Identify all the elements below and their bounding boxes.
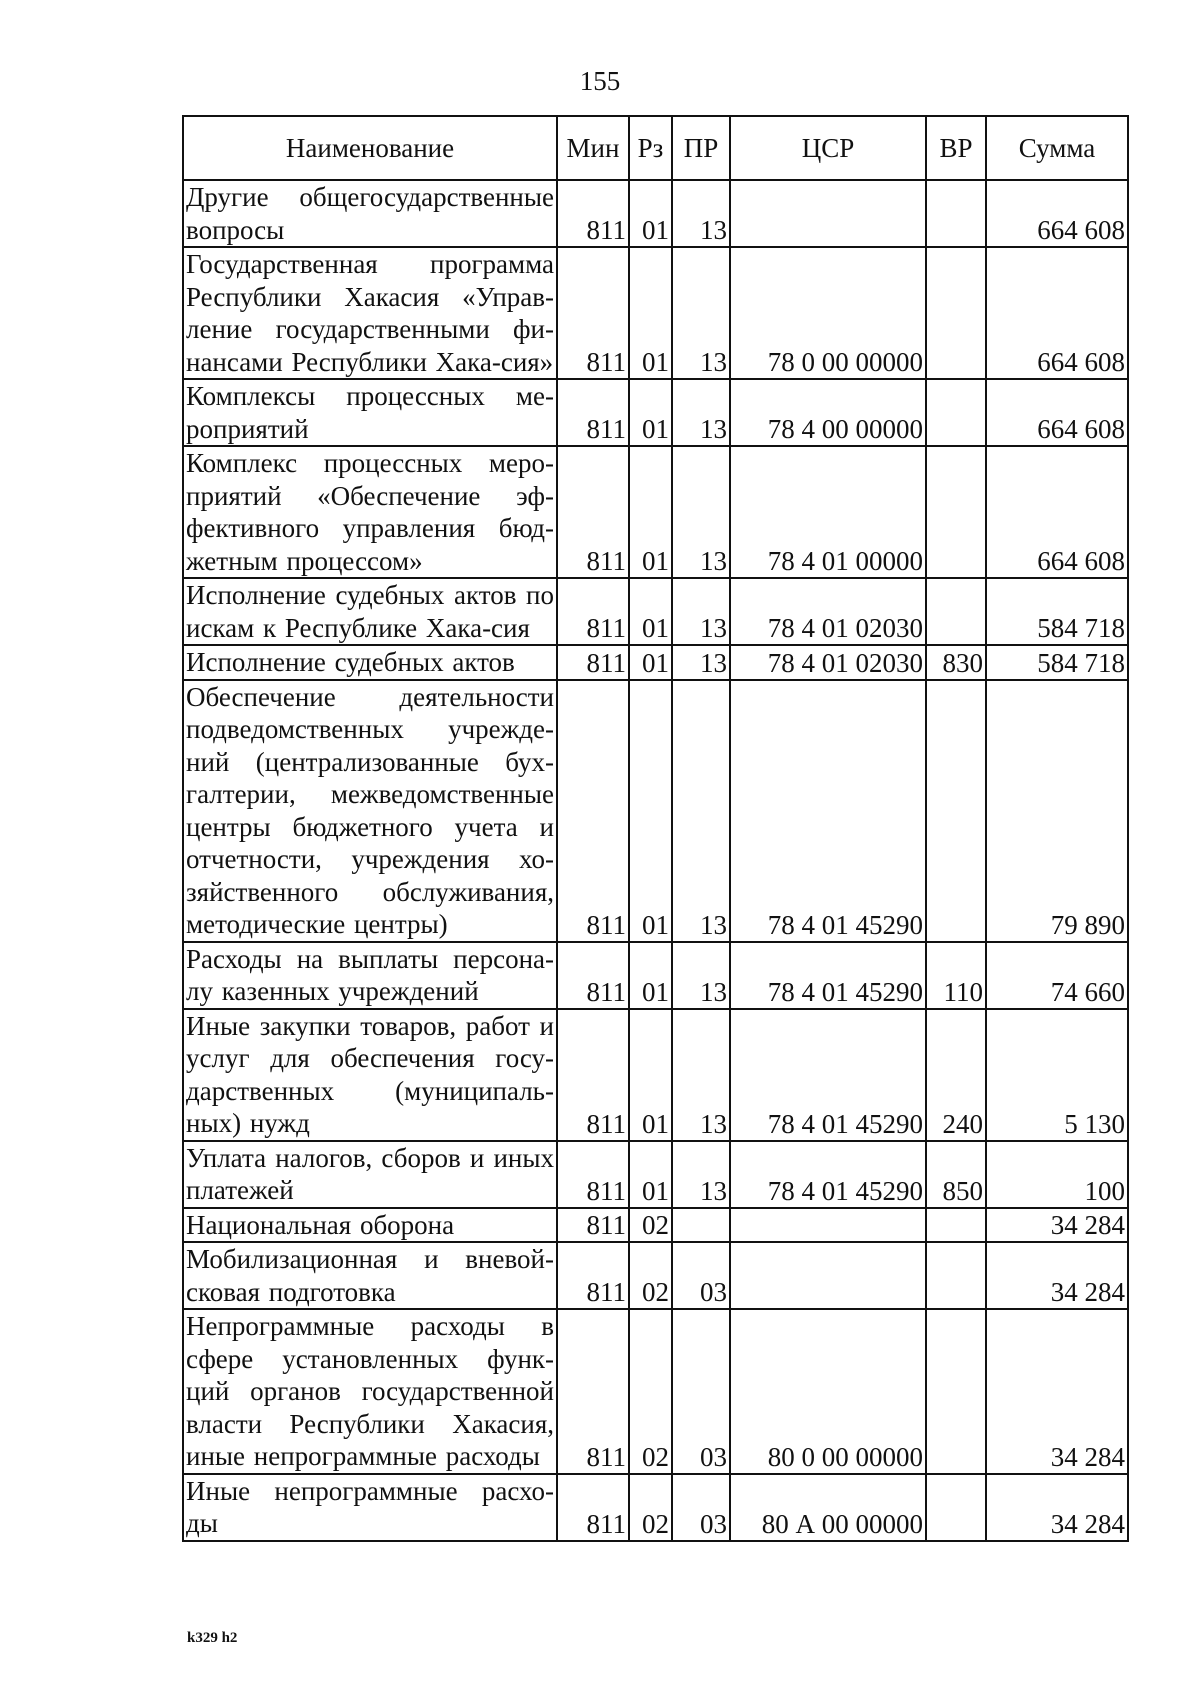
table-row bbox=[183, 446, 1128, 578]
cell-pr: 03 bbox=[672, 1474, 730, 1541]
cell-sum: 664 608 bbox=[986, 379, 1128, 446]
cell-sum: 584 718 bbox=[986, 645, 1128, 680]
cell-csr: 80 0 00 00000 bbox=[730, 1309, 926, 1474]
cell-pr: 13 bbox=[672, 180, 730, 247]
page-number: 155 bbox=[579, 66, 621, 96]
cell-csr: 78 4 01 45290 bbox=[730, 942, 926, 1009]
cell-name: Комплексы процессных ме-роприятий bbox=[183, 379, 557, 446]
cell-pr: 03 bbox=[672, 1309, 730, 1474]
cell-sum: 34 284 bbox=[986, 1474, 1128, 1541]
cell-rz: 02 bbox=[629, 1208, 672, 1243]
table-row bbox=[183, 680, 1128, 942]
cell-name: Другие общегосударственные вопросы bbox=[183, 180, 557, 247]
cell-vr bbox=[926, 1208, 986, 1243]
cell-pr: 13 bbox=[672, 247, 730, 379]
cell-vr bbox=[926, 1309, 986, 1474]
cell-rz: 01 bbox=[629, 1141, 672, 1208]
cell-rz: 01 bbox=[629, 379, 672, 446]
cell-vr bbox=[926, 446, 986, 578]
cell-vr: 850 bbox=[926, 1141, 986, 1208]
cell-sum: 74 660 bbox=[986, 942, 1128, 1009]
cell-rz: 02 bbox=[629, 1474, 672, 1541]
cell-pr: 13 bbox=[672, 578, 730, 645]
cell-csr: 78 4 01 02030 bbox=[730, 645, 926, 680]
cell-csr: 78 4 01 45290 bbox=[730, 1141, 926, 1208]
cell-sum: 100 bbox=[986, 1141, 1128, 1208]
cell-min: 811 bbox=[557, 446, 629, 578]
cell-sum: 664 608 bbox=[986, 446, 1128, 578]
cell-rz: 02 bbox=[629, 1242, 672, 1309]
cell-pr: 13 bbox=[672, 645, 730, 680]
table-row bbox=[183, 180, 1128, 247]
header-vr: ВР bbox=[926, 116, 986, 180]
table-row bbox=[183, 379, 1128, 446]
cell-rz: 02 bbox=[629, 1309, 672, 1474]
table-body bbox=[183, 180, 1128, 1541]
cell-csr: 78 4 01 02030 bbox=[730, 578, 926, 645]
cell-vr bbox=[926, 680, 986, 942]
cell-rz: 01 bbox=[629, 1009, 672, 1141]
cell-vr bbox=[926, 1242, 986, 1309]
table-row bbox=[183, 1309, 1128, 1474]
table-row bbox=[183, 1141, 1128, 1208]
cell-min: 811 bbox=[557, 1141, 629, 1208]
cell-min: 811 bbox=[557, 578, 629, 645]
header-csr: ЦСР bbox=[730, 116, 926, 180]
cell-pr: 13 bbox=[672, 1009, 730, 1141]
cell-min: 811 bbox=[557, 1474, 629, 1541]
cell-name: Исполнение судебных актов по искам к Республике Хака-сия bbox=[183, 578, 557, 645]
footer-code: k329 h2 bbox=[187, 1630, 238, 1646]
cell-rz: 01 bbox=[629, 578, 672, 645]
cell-sum: 664 608 bbox=[986, 247, 1128, 379]
cell-name: Обеспечение деятельности подведомственных учрежде-ний (централизованные бух-галтерии, межведомственные центры бюджетного учета и отчетности, учреждения хо-зяйственного обслуживания, методические центры) bbox=[183, 680, 557, 942]
cell-csr: 78 0 00 00000 bbox=[730, 247, 926, 379]
table-row bbox=[183, 1009, 1128, 1141]
cell-vr bbox=[926, 578, 986, 645]
header-sum: Сумма bbox=[986, 116, 1128, 180]
cell-csr: 78 4 01 45290 bbox=[730, 1009, 926, 1141]
cell-sum: 5 130 bbox=[986, 1009, 1128, 1141]
cell-min: 811 bbox=[557, 645, 629, 680]
table-row bbox=[183, 1242, 1128, 1309]
cell-min: 811 bbox=[557, 247, 629, 379]
cell-rz: 01 bbox=[629, 180, 672, 247]
cell-min: 811 bbox=[557, 680, 629, 942]
cell-csr bbox=[730, 180, 926, 247]
cell-name: Уплата налогов, сборов и иных платежей bbox=[183, 1141, 557, 1208]
cell-name: Иные непрограммные расхо-ды bbox=[183, 1474, 557, 1541]
cell-min: 811 bbox=[557, 942, 629, 1009]
cell-rz: 01 bbox=[629, 446, 672, 578]
cell-sum: 79 890 bbox=[986, 680, 1128, 942]
cell-csr: 80 А 00 00000 bbox=[730, 1474, 926, 1541]
cell-pr: 13 bbox=[672, 446, 730, 578]
cell-name: Иные закупки товаров, работ и услуг для обеспечения госу-дарственных (муниципаль-ных) нужд bbox=[183, 1009, 557, 1141]
cell-min: 811 bbox=[557, 1309, 629, 1474]
cell-rz: 01 bbox=[629, 645, 672, 680]
cell-vr: 110 bbox=[926, 942, 986, 1009]
cell-name: Исполнение судебных актов bbox=[183, 645, 557, 680]
cell-pr: 13 bbox=[672, 680, 730, 942]
cell-csr bbox=[730, 1208, 926, 1243]
cell-csr bbox=[730, 1242, 926, 1309]
cell-sum: 34 284 bbox=[986, 1242, 1128, 1309]
cell-rz: 01 bbox=[629, 942, 672, 1009]
cell-vr: 240 bbox=[926, 1009, 986, 1141]
header-name: Наименование bbox=[183, 116, 557, 180]
cell-sum: 584 718 bbox=[986, 578, 1128, 645]
header-rz: Рз bbox=[629, 116, 672, 180]
cell-rz: 01 bbox=[629, 247, 672, 379]
table-row bbox=[183, 247, 1128, 379]
cell-sum: 34 284 bbox=[986, 1208, 1128, 1243]
cell-csr: 78 4 01 45290 bbox=[730, 680, 926, 942]
table-row bbox=[183, 1208, 1128, 1243]
table-row bbox=[183, 645, 1128, 680]
table-row bbox=[183, 578, 1128, 645]
header-pr: ПР bbox=[672, 116, 730, 180]
cell-min: 811 bbox=[557, 1009, 629, 1141]
table-row bbox=[183, 942, 1128, 1009]
table-header-row bbox=[183, 116, 1128, 180]
table-row bbox=[183, 1474, 1128, 1541]
cell-name: Комплекс процессных меро-приятий «Обеспечение эф-фективного управления бюд-жетным процессом» bbox=[183, 446, 557, 578]
cell-name: Государственная программа Республики Хакасия «Управ-ление государственными фи-нансами Республики Хака-сия» bbox=[183, 247, 557, 379]
cell-pr bbox=[672, 1208, 730, 1243]
cell-vr bbox=[926, 247, 986, 379]
cell-vr bbox=[926, 379, 986, 446]
cell-vr: 830 bbox=[926, 645, 986, 680]
header-min: Мин bbox=[557, 116, 629, 180]
cell-pr: 13 bbox=[672, 379, 730, 446]
cell-min: 811 bbox=[557, 1242, 629, 1309]
cell-sum: 664 608 bbox=[986, 180, 1128, 247]
cell-vr bbox=[926, 180, 986, 247]
cell-min: 811 bbox=[557, 379, 629, 446]
cell-min: 811 bbox=[557, 180, 629, 247]
cell-name: Национальная оборона bbox=[183, 1208, 557, 1243]
cell-vr bbox=[926, 1474, 986, 1541]
cell-name: Непрограммные расходы в сфере установленных функ-ций органов государственной власти Республики Хакасия, иные непрограммные расходы bbox=[183, 1309, 557, 1474]
cell-sum: 34 284 bbox=[986, 1309, 1128, 1474]
cell-csr: 78 4 01 00000 bbox=[730, 446, 926, 578]
cell-rz: 01 bbox=[629, 680, 672, 942]
cell-name: Мобилизационная и вневой-сковая подготовка bbox=[183, 1242, 557, 1309]
cell-csr: 78 4 00 00000 bbox=[730, 379, 926, 446]
cell-pr: 13 bbox=[672, 942, 730, 1009]
cell-pr: 03 bbox=[672, 1242, 730, 1309]
cell-name: Расходы на выплаты персона-лу казенных учреждений bbox=[183, 942, 557, 1009]
budget-table bbox=[182, 115, 1129, 1542]
cell-pr: 13 bbox=[672, 1141, 730, 1208]
cell-min: 811 bbox=[557, 1208, 629, 1243]
